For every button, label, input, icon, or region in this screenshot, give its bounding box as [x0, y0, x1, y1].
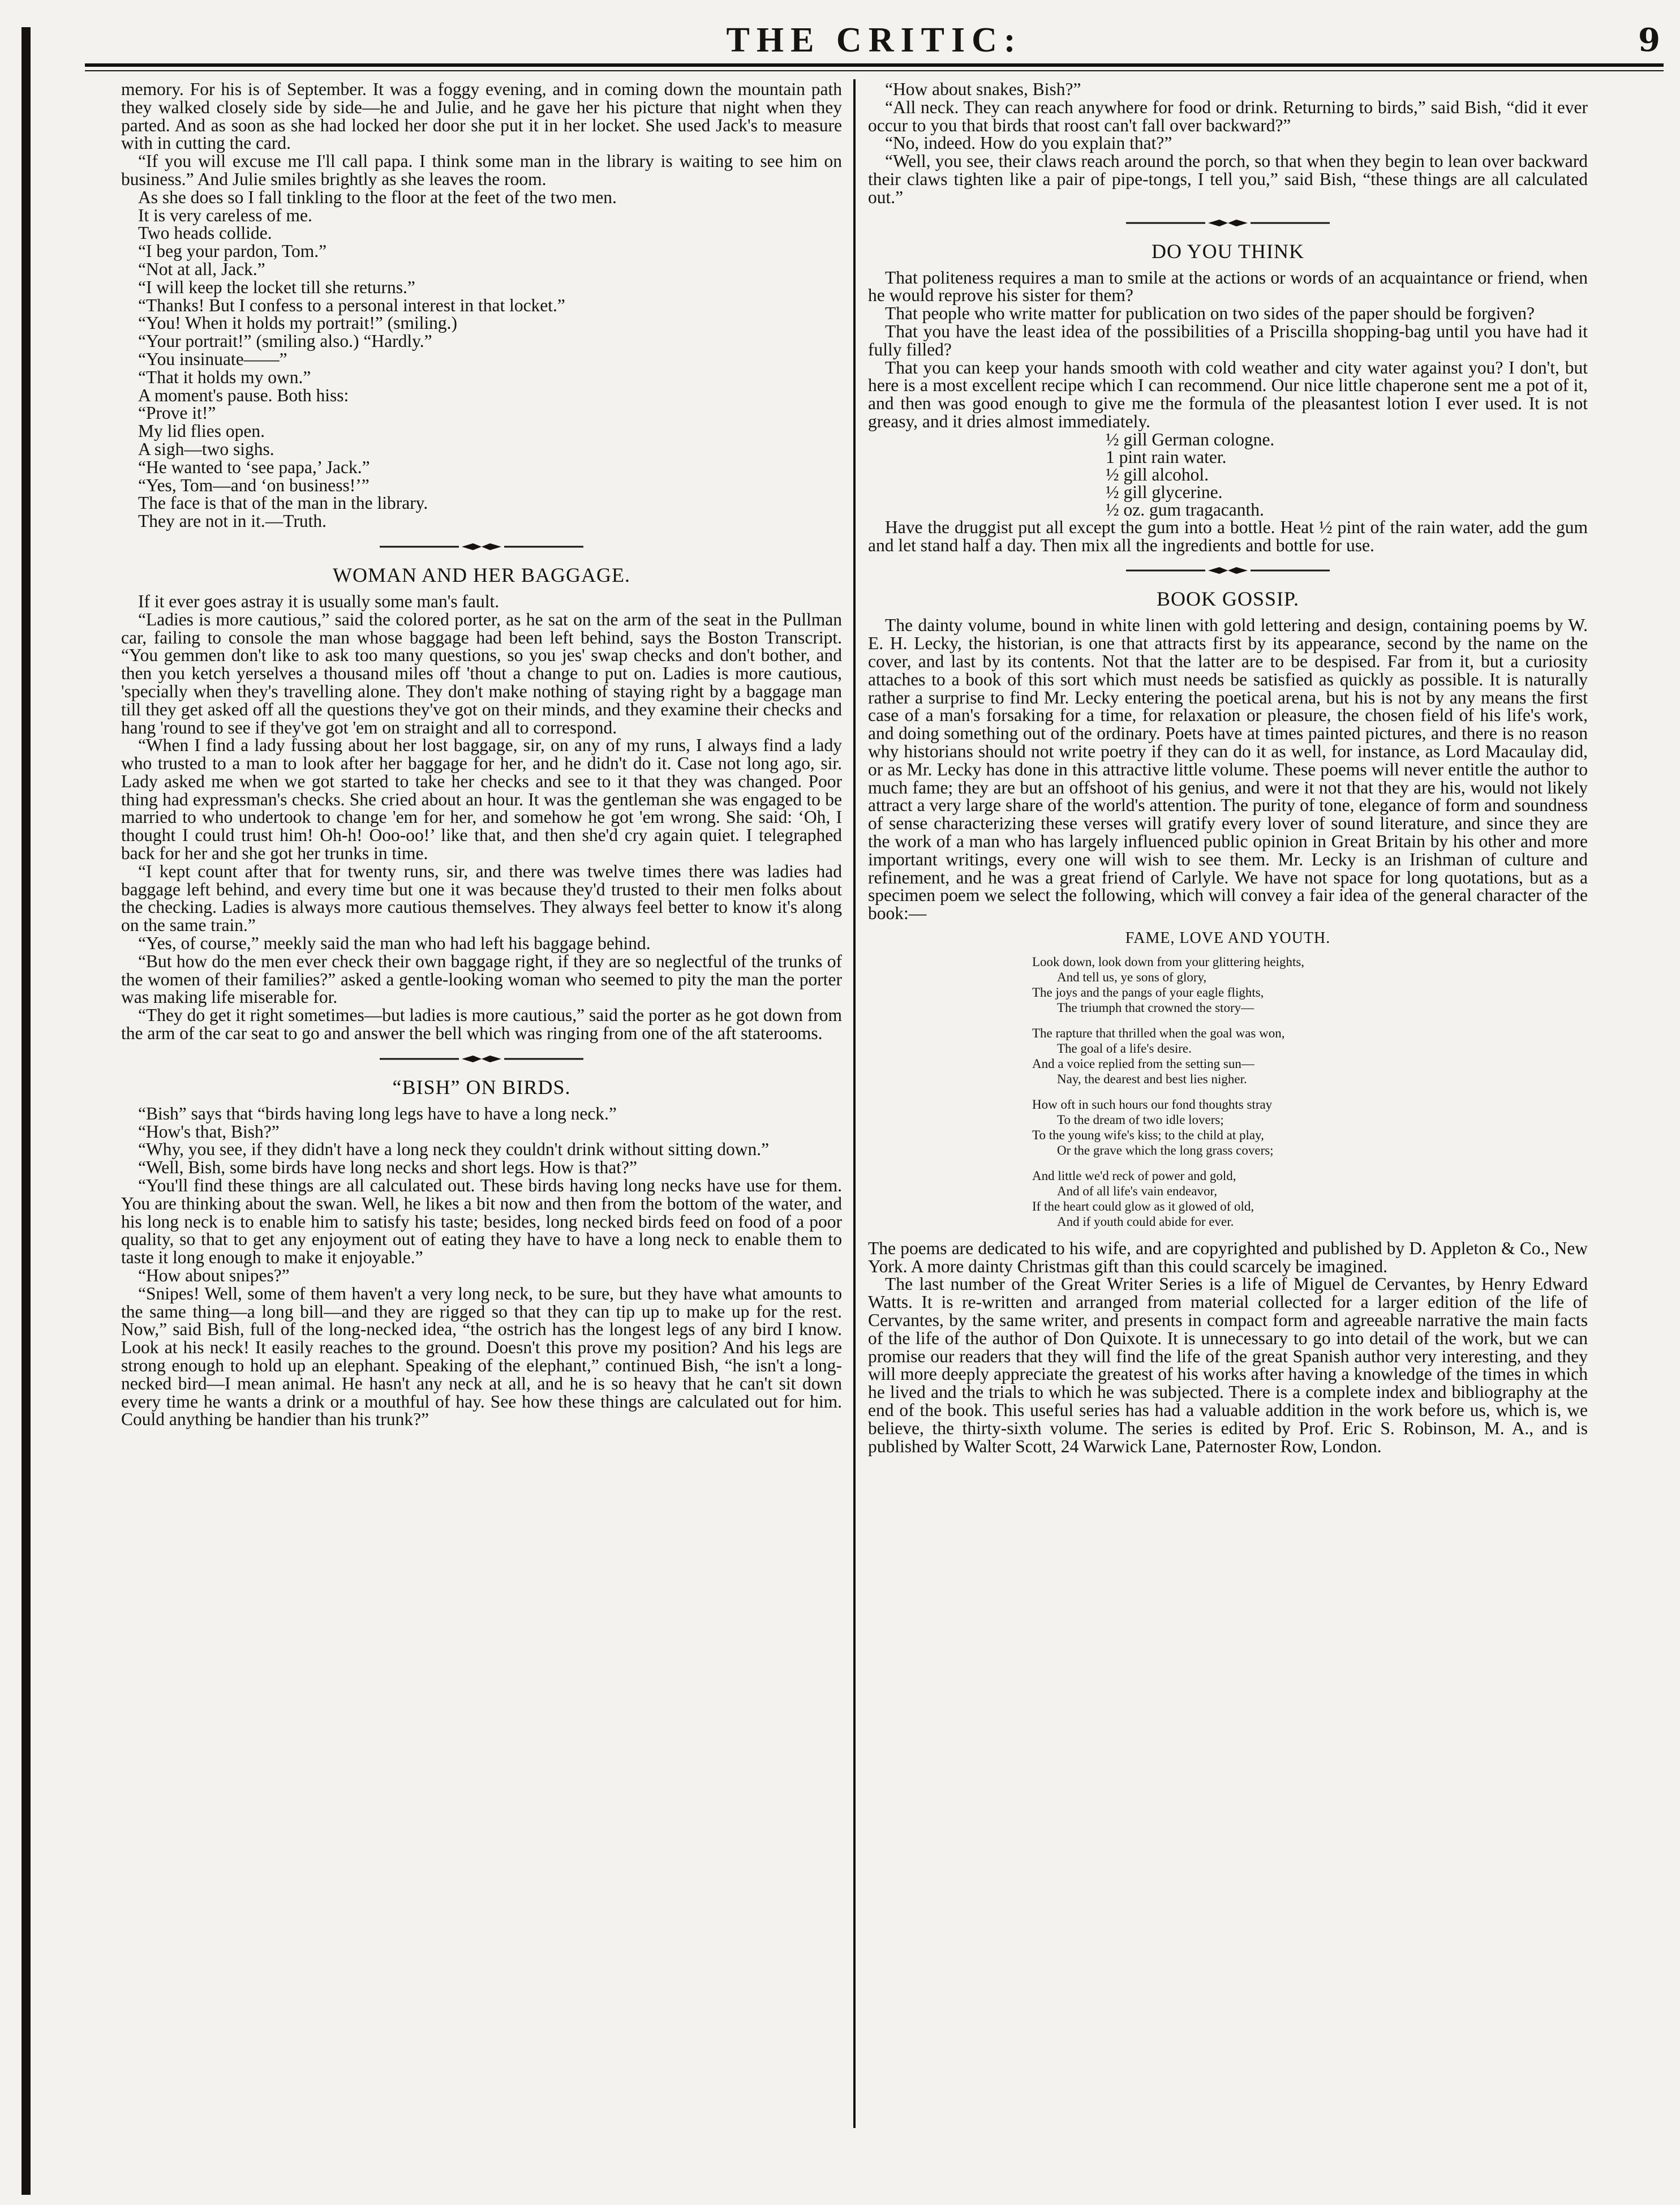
article-paragraph: That people who write matter for publication on two sides of the paper should be forgiven?: [885, 303, 1535, 324]
article-title-woman-baggage: WOMAN AND HER BAGGAGE.: [333, 563, 630, 586]
story-line: “He wanted to ‘see papa,’ Jack.”: [138, 457, 370, 477]
story-line: As she does so I fall tinkling to the floor at the feet of the two men.: [138, 187, 617, 207]
poem-line: Or the grave which the long grass covers;: [1057, 1143, 1274, 1157]
article-paragraph: “When I find a lady fussing about her lost baggage, sir, on any of my runs, I always find a lady who trusted to a man to look after her baggage for her, and he didn't do it. Case not long ago, sir. Lady asked me when we got started to take her checks and see to it that they was changed. Poor thing had expressman's checks. She cried about an hour. It was the gentleman she was engaged to be married to who undertook to change 'em for her, and somehow he got 'em wrong. She said: ‘Oh, I thought I could trust him! Oh-h! Ooo-oo!’ like that, and then she'd cry again quiet. I telegraphed back for her and she got her trunks in time.: [121, 735, 842, 864]
header-rule: [85, 63, 1664, 67]
article-paragraph: That politeness requires a man to smile at the actions or words of an acquaintance or friend, when he would reprove his sister for them?: [868, 267, 1588, 306]
recipe-item: 1 pint rain water.: [1106, 447, 1227, 467]
article-paragraph: “Well, you see, their claws reach around the porch, so that when they begin to lean over backward their claws tighten like a pair of pipe-tongs, I tell you,” said Bish, “these things are all calculated out.”: [868, 151, 1588, 207]
article-paragraph: That you can keep your hands smooth with cold weather and city water against you? I don't, but here is a most excellent recipe which I can recommend. Our nice little chaperone sent me a pot of it, and then was good enough to give me the formula of the pleasantest lotion I ever used. It is not greasy, and it dries almost immediately.: [868, 357, 1588, 431]
article-paragraph: “I kept count after that for twenty runs, sir, and there was twelve times there was ladies had baggage left behind, and every time but one it was because they'd trusted to their men folks about the checking. Ladies is always more cautious themselves. They always feel better to know it's along on the same train.”: [121, 861, 842, 936]
header-rule-thin: [85, 70, 1664, 71]
recipe-item: ½ gill alcohol.: [1106, 464, 1209, 484]
story-line: “You! When it holds my portrait!” (smiling.): [138, 313, 458, 333]
poem-line: The rapture that thrilled when the goal was won,: [1032, 1026, 1285, 1040]
page-header: [85, 20, 1664, 60]
article-paragraph: The last number of the Great Writer Series is a life of Miguel de Cervantes, by Henry Edward Watts. It is re-written and arranged from material collected for a larger edition of the life of Cervantes, by the same writer, and presents in compact form and agreeable narrative the main facts of the life of the author of Don Quixote. It is unnecessary to go into detail of the work, but we can promise our readers that they will find the life of the great Spanish author very interesting, and they will more deeply appreciate the greatest of his works after having a knowledge of the times in which he lived and the trials to which he was subjected. There is a complete index and bibliography at the end of the book. This useful series has had a valuable addition in the work before us, which is, we believe, the thirty-sixth volume. The series is edited by Prof. Eric S. Robinson, M. A., and is published by Walter Scott, 24 Warwick Lane, Paternoster Row, London.: [868, 1274, 1588, 1456]
article-paragraph: “No, indeed. How do you explain that?”: [885, 133, 1172, 153]
poem-stanza: [1032, 954, 1588, 1015]
recipe-item: ½ gill German cologne.: [1106, 429, 1275, 449]
article-paragraph: Have the druggist put all except the gum into a bottle. Heat ½ pint of the rain water, add the gum and let stand half a day. Then mix all the ingredients and bottle for use.: [868, 517, 1588, 555]
left-column: [121, 80, 842, 1428]
poem: [1032, 954, 1588, 1229]
poem-title: FAME, LOVE AND YOUTH.: [1125, 929, 1331, 947]
poem-line: If the heart could glow as it glowed of old,: [1032, 1199, 1254, 1213]
section-ornament: [1126, 219, 1330, 227]
poem-line: And little we'd reck of power and gold,: [1032, 1168, 1236, 1183]
article-title-bish-birds: “BISH” ON BIRDS.: [392, 1075, 571, 1099]
article-title-book-gossip: BOOK GOSSIP.: [1156, 587, 1300, 611]
poem-line: And tell us, ye sons of glory,: [1057, 969, 1207, 984]
story-paragraph: “If you will excuse me I'll call papa. I think some man in the library is waiting to see him on business.” And Julie smiles brightly as she leaves the room.: [121, 151, 842, 189]
article-paragraph: “Yes, of course,” meekly said the man who had left his baggage behind.: [138, 933, 651, 954]
section-ornament: [1126, 567, 1330, 574]
article-paragraph: “How about snakes, Bish?”: [885, 79, 1081, 99]
story-line: “Your portrait!” (smiling also.) “Hardly.”: [138, 331, 432, 351]
article-paragraph: “Ladies is more cautious,” said the colored porter, as he sat on the arm of the seat in the Pullman car, failing to console the man whose baggage had been left behind, says the Boston Transcript. “You gemmen don't like to ask too many questions, so you jes' swap checks and don't bother, and then you ketch yerselves a thousand miles off 'thout a change to put on. Ladies is more cautious, 'specially when they's travelling alone. They don't make nothing of staying right by a baggage man till they get asked off all the questions they've got on their minds, and they examine their checks and hang 'round to see if they've got 'em on straight and all to correspond.: [121, 609, 842, 737]
story-line: “Thanks! But I confess to a personal interest in that locket.”: [138, 295, 565, 315]
story-line: A moment's pause. Both hiss:: [138, 385, 349, 405]
article-paragraph: “You'll find these things are all calculated out. These birds having long necks have use for them. You are thinking about the swan. Well, he likes a bit now and then from the bottom of the water, and his long neck is to enable him to satisfy his taste; besides, long necked birds feed on food of a poor quality, so that to get any enjoyment out of eating they have to have a long neck to enable them to taste it long enough to make it enjoyable.”: [121, 1176, 842, 1268]
article-paragraph: If it ever goes astray it is usually some man's fault.: [138, 591, 500, 611]
article-paragraph: The dainty volume, bound in white linen with gold lettering and design, containing poems by W. E. H. Lecky, the historian, is one that attracts first by its appearance, second by the name on the cover, and last by its contents. Not that the latter are to be despised. Far from it, but a curiosity attaches to a book of this sort which must needs be satisfied as quickly as possible. It is naturally rather a surprise to find Mr. Lecky entering the poetical arena, but his is not by any means the first case of a man's forsaking for a time, for relaxation or pleasure, the chosen field of his life's work, and doing something out of the ordinary. Poets have at times painted pictures, and there is no reason why historians should not write poetry if they can do it as well, for instance, as Lord Macaulay did, or as Mr. Lecky has done in this attractive little volume. These poems will never entitle the author to much fame; they are but an offshoot of his genius, and were it not that they are his, would not likely attract a very large share of the world's attention. The purity of tone, elegance of form and soundness of sense characterizing these verses will gratify every lover of sound literature, and since they are the work of a man who has largely influenced public opinion in Great Britain by his other and more important writings, every one will wish to see them. Mr. Lecky is an Irishman of culture and refinement, and he was a great friend of Carlyle. We have not space for long quotations, but as a specimen poem we select the following, which will convey a fair idea of the general character of the book:—: [868, 615, 1588, 924]
article-paragraph: “How's that, Bish?”: [138, 1121, 280, 1142]
story-line: “You insinuate——”: [138, 349, 287, 369]
article-paragraph: “All neck. They can reach anywhere for food or drink. Returning to birds,” said Bish, “did it ever occur to you that birds that roost can't fall over backward?”: [868, 97, 1588, 135]
story-line: A sigh—two sighs.: [138, 439, 274, 459]
article-paragraph: The poems are dedicated to his wife, and are copyrighted and published by D. Appleton & Co., New York. A more dainty Christmas gift than this could scarcely be imagined.: [868, 1238, 1588, 1276]
column-divider: [853, 79, 856, 2128]
poem-line: The joys and the pangs of your eagle flights,: [1032, 985, 1264, 999]
article-paragraph: “But how do the men ever check their own baggage right, if they are so neglectful of the trunks of the women of their families?” asked a gentle-looking woman who seemed to pity the man the porter was making life miserable for.: [121, 951, 842, 1007]
section-ornament: [380, 1055, 583, 1063]
story-line: “Prove it!”: [138, 403, 216, 423]
poem-line: And a voice replied from the setting sun—: [1032, 1056, 1254, 1071]
story-line: “I will keep the locket till she returns.”: [138, 277, 415, 297]
article-paragraph: “They do get it right sometimes—but ladies is more cautious,” said the porter as he got down from the arm of the car seat to go and answer the bell which was ringing from one of the aft staterooms.: [121, 1005, 842, 1044]
right-column: [868, 80, 1588, 1455]
article-title-do-you-think: DO YOU THINK: [1151, 239, 1304, 263]
poem-line: To the dream of two idle lovers;: [1057, 1112, 1224, 1127]
recipe-item: ½ oz. gum tragacanth.: [1106, 499, 1264, 520]
article-paragraph: “How about snipes?”: [138, 1265, 290, 1286]
poem-line: To the young wife's kiss; to the child at play,: [1032, 1127, 1264, 1142]
article-paragraph: “Snipes! Well, some of them haven't a very long neck, to be sure, but they have what amounts to the same thing—a long bill—and they are rigged so that they can tip up to make up for the rest. Now,” said Bish, full of the long-necked idea, “the ostrich has the longest legs of any bird I know. Look at his neck! It easily reaches to the ground. Doesn't this prove my position? And his legs are strong enough to hold up an elephant. Speaking of the elephant,” continued Bish, “he isn't a long-necked bird—I mean animal. He hasn't any neck at all, and he is so heavy that he can't sit down every time he wants a drink or a mouthful of hay. See how these things are calculated out for him. Could anything be handier than his trunk?”: [121, 1283, 842, 1430]
poem-line: And of all life's vain endeavor,: [1057, 1183, 1217, 1198]
story-line: It is very careless of me.: [138, 205, 312, 225]
page-number: 9: [1638, 22, 1660, 59]
story-line: Two heads collide.: [138, 223, 272, 243]
story-line-byline: They are not in it.—Truth.: [138, 511, 327, 531]
story-line: My lid flies open.: [138, 421, 265, 441]
article-paragraph: “Well, Bish, some birds have long necks and short legs. How is that?”: [138, 1157, 637, 1178]
story-line: “Yes, Tom—and ‘on business!’”: [138, 475, 369, 495]
binding-rule: [22, 27, 31, 2195]
article-paragraph: That you have the least idea of the possibilities of a Priscilla shopping-bag until you have had it fully filled?: [868, 321, 1588, 359]
poem-line: Nay, the dearest and best lies nigher.: [1057, 1071, 1247, 1086]
story-line: The face is that of the man in the library.: [138, 493, 428, 513]
section-ornament: [380, 543, 583, 551]
poem-line: How oft in such hours our fond thoughts stray: [1032, 1097, 1273, 1112]
poem-stanza: [1032, 1026, 1588, 1087]
article-paragraph: “Why, you see, if they didn't have a long neck they couldn't drink without sitting down.”: [138, 1139, 770, 1160]
story-line: “I beg your pardon, Tom.”: [138, 241, 327, 261]
story-line: “Not at all, Jack.”: [138, 259, 265, 279]
poem-line: The goal of a life's desire.: [1057, 1041, 1192, 1056]
recipe-item: ½ gill glycerine.: [1106, 482, 1223, 502]
poem-line: And if youth could abide for ever.: [1057, 1214, 1234, 1229]
poem-stanza: [1032, 1168, 1588, 1229]
poem-line: Look down, look down from your glittering heights,: [1032, 954, 1305, 969]
story-paragraph: memory. For his is of September. It was a foggy evening, and in coming down the mountain path they walked closely side by side—he and Julie, and he gave her his picture that night when they parted. And as soon as she had locked her door she put it in her locket. She used Jack's to measure with in cutting the card.: [121, 79, 842, 153]
poem-stanza: [1032, 1097, 1588, 1158]
poem-line: The triumph that crowned the story—: [1057, 1000, 1254, 1015]
story-line: “That it holds my own.”: [138, 367, 311, 387]
article-paragraph: “Bish” says that “birds having long legs have to have a long neck.”: [138, 1103, 617, 1123]
recipe-list: [1106, 431, 1588, 518]
masthead: THE CRITIC:: [726, 21, 1022, 59]
